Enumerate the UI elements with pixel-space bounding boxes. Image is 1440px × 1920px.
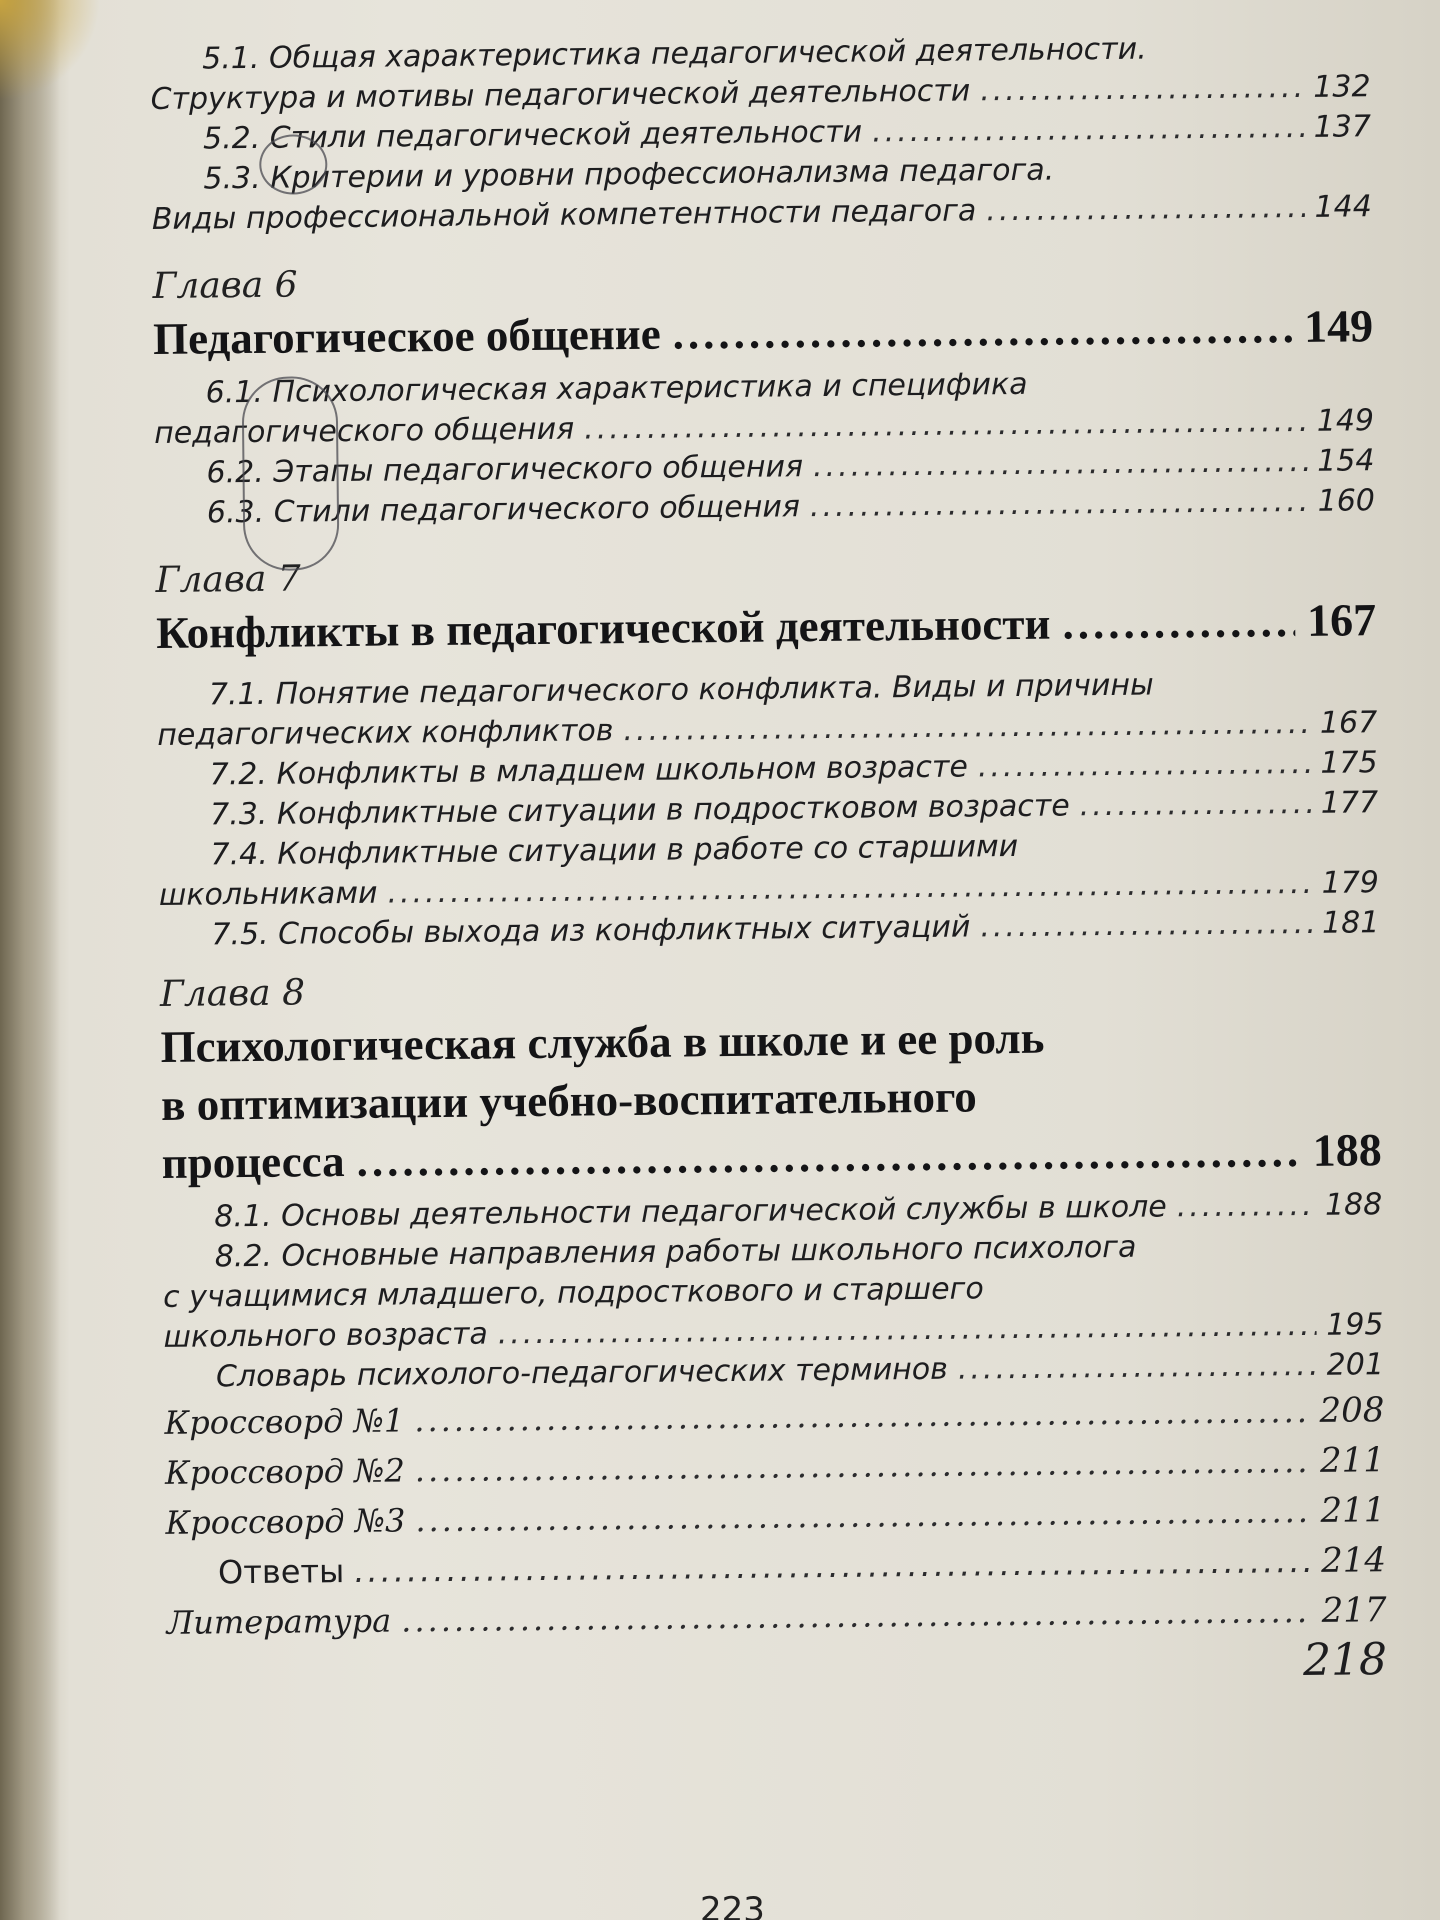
- page-binding-shadow: [0, 0, 60, 1920]
- dot-leader: [980, 904, 1312, 947]
- toc-item-5-3-head: 5.3. Критерии и уровни профессионализма педагога.: [203, 152, 1055, 197]
- toc-item-text: 5.2. Стили педагогической деятельности: [202, 114, 863, 157]
- toc-item-text: Кроссворд №2: [164, 1451, 406, 1492]
- toc-page-number: 160: [1317, 483, 1376, 519]
- chapter-7-label: Глава 7: [155, 558, 301, 601]
- toc-page-number: 167: [1319, 705, 1378, 741]
- toc-item-7-1-head: 7.1. Понятие педагогического конфликта. Виды и причины: [208, 667, 1154, 713]
- dot-leader: [356, 1122, 1301, 1190]
- toc-item-text: 7.3. Конфликтные ситуации в подростковом возрасте: [209, 788, 1070, 833]
- toc-page-number: 175: [1320, 745, 1378, 781]
- dot-leader: [1177, 1186, 1316, 1227]
- toc-item-text: Словарь психолого-педагогических терминов: [215, 1351, 949, 1395]
- dot-leader: [872, 108, 1304, 153]
- toc-page-number: 214: [1320, 1540, 1387, 1581]
- dot-leader: [1062, 592, 1295, 652]
- pencil-circle-mark: [242, 376, 340, 571]
- toc-item-text: Кроссворд №1: [164, 1401, 405, 1442]
- toc-page-number: 137: [1313, 109, 1372, 145]
- toc-page-number: 181: [1321, 905, 1380, 941]
- dot-leader: [958, 1346, 1317, 1390]
- dot-leader: [978, 744, 1311, 787]
- toc-item-text: Ответы: [217, 1552, 345, 1592]
- dot-leader: [1080, 784, 1312, 826]
- chapter-8-label: Глава 8: [159, 972, 306, 1015]
- toc-page-number: 217: [1321, 1590, 1387, 1631]
- toc-page-number: 211: [1320, 1490, 1386, 1531]
- toc-page-number: 179: [1321, 865, 1380, 901]
- toc-page-number: 211: [1319, 1440, 1386, 1481]
- toc-item-8-2-head: 8.2. Основные направления работы школьного психолога: [214, 1229, 1137, 1275]
- corner-stain: [0, 0, 110, 110]
- toc-page-number: 188: [1324, 1187, 1383, 1223]
- chapter-8-title-line-2: в оптимизации учебно-воспитательного: [160, 1071, 978, 1130]
- table-of-contents: [150, 27, 1387, 1698]
- page-number: 223: [700, 1890, 765, 1920]
- dot-leader: [672, 298, 1292, 362]
- toc-page-number: 149: [1316, 403, 1375, 439]
- toc-page-number: 195: [1326, 1307, 1384, 1343]
- toc-item-text: школьниками: [158, 875, 378, 913]
- toc-item-text: педагогического общения: [153, 411, 575, 451]
- toc-page-number: 154: [1317, 443, 1375, 479]
- dot-leader: [810, 482, 1308, 527]
- toc-page-number: 177: [1320, 785, 1379, 821]
- toc-page-number: 208: [1319, 1390, 1385, 1431]
- toc-page-number: 132: [1313, 69, 1371, 105]
- toc-item-text: 6.2. Этапы педагогического общения: [206, 449, 804, 491]
- toc-item-7-4-head: 7.4. Конфликтные ситуации в работе со старшими: [210, 828, 1019, 873]
- dot-leader: [980, 68, 1303, 111]
- chapter-6-label: Глава 6: [152, 264, 298, 307]
- toc-item-text: 8.1. Основы деятельности педагогической службы в школе: [214, 1189, 1167, 1235]
- toc-item-text: 7.2. Конфликты в младшем школьном возрасте: [209, 749, 969, 793]
- toc-page-number: 201: [1326, 1347, 1385, 1383]
- toc-item-text: педагогических конфликтов: [157, 713, 614, 753]
- chapter-title-text: процесса: [161, 1136, 345, 1188]
- toc-item-text: Кроссворд №3: [165, 1501, 406, 1542]
- toc-page-number: 144: [1314, 189, 1372, 225]
- toc-item-text: Структура и мотивы педагогической деятельности: [150, 73, 971, 117]
- toc-item-6-1-head: 6.1. Психологическая характеристика и специфика: [205, 366, 1028, 411]
- dot-leader: [986, 188, 1305, 231]
- toc-item-text: Виды профессиональной компетентности педагога: [151, 193, 977, 237]
- chapter-page-number: 188: [1312, 1124, 1382, 1176]
- toc-item-text: школьного возраста: [163, 1316, 488, 1355]
- chapter-page-number: 167: [1306, 594, 1377, 646]
- toc-item-8-2-head-2: с учащимися младшего, подросткового и старшего: [162, 1271, 984, 1315]
- toc-item-text: 7.5. Способы выхода из конфликтных ситуаций: [211, 909, 971, 953]
- toc-item-text: 6.3. Стили педагогического общения: [206, 489, 801, 531]
- dot-leader: [813, 442, 1308, 487]
- chapter-title-text: Конфликты в педагогической деятельности: [155, 598, 1051, 658]
- toc-item-text: Литература: [166, 1601, 392, 1642]
- toc-page-number: 218: [1302, 1634, 1388, 1687]
- toc-item-5-1-head: 5.1. Общая характеристика педагогической деятельности.: [202, 31, 1147, 77]
- chapter-8-title-line-1: Психологическая служба в школе и ее роль: [160, 1012, 1045, 1072]
- chapter-title-text: Педагогическое общение: [152, 308, 661, 364]
- chapter-page-number: 149: [1303, 300, 1374, 352]
